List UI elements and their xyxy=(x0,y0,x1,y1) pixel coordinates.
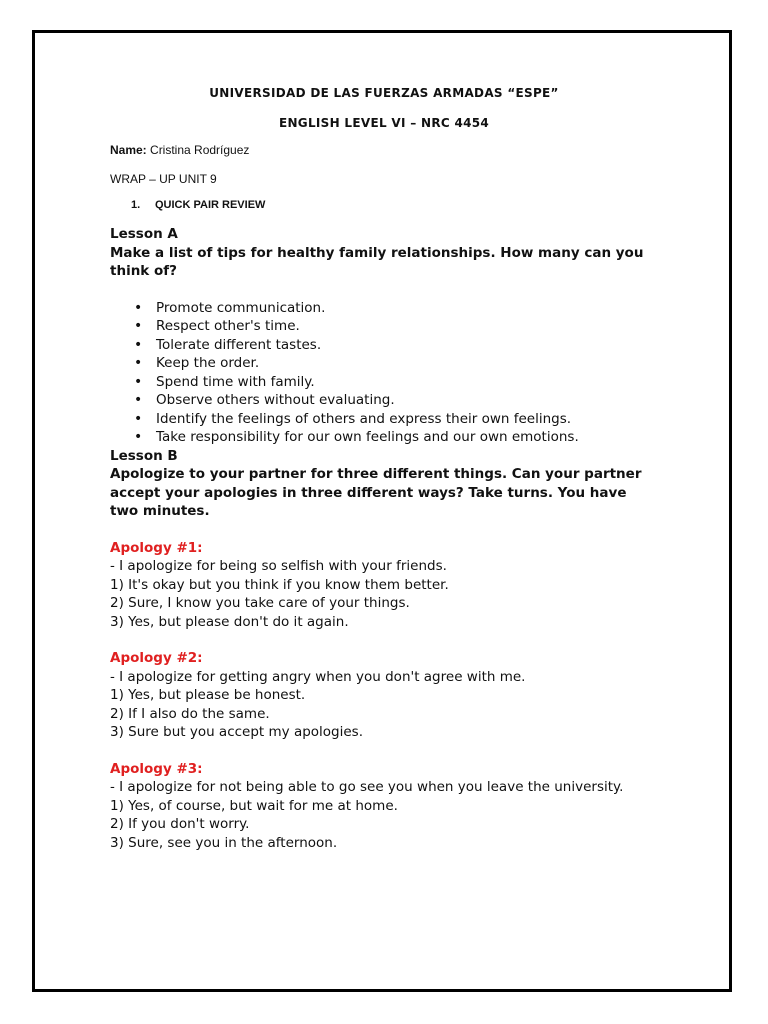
lesson-b-prompt: Apologize to your partner for three different things. Can your partner accept your apologies in three different ways? Take turns. You have two minutes. xyxy=(110,466,642,519)
apology-statement: - I apologize for getting angry when you don't agree with me. xyxy=(110,668,526,685)
apology-heading: Apology #2: xyxy=(110,650,203,666)
apology-heading: Apology #3: xyxy=(110,760,203,777)
name-label: Name: xyxy=(110,143,147,157)
course-title: ENGLISH LEVEL VI – NRC 4454 xyxy=(278,116,490,130)
tips-list xyxy=(110,299,650,447)
unit-label: WRAP – UP UNIT 9 xyxy=(110,172,217,186)
apology-heading: Apology #1: xyxy=(110,539,203,556)
apology-response: 3) Yes, but please don't do it again. xyxy=(110,613,349,630)
list-item: • Identify the feelings of others and express their own feelings. xyxy=(110,410,650,429)
apology-response: 1) Yes, but please be honest. xyxy=(110,687,306,703)
list-item: • Spend time with family. xyxy=(110,373,650,392)
apology-statement: - I apologize for being so selfish with your friends. xyxy=(110,558,447,574)
section-title: QUICK PAIR REVIEW xyxy=(155,199,266,211)
lesson-a-title: Lesson A xyxy=(110,226,178,242)
apology-response: 2) If you don't worry. xyxy=(110,816,250,832)
apology-statement: - I apologize for not being able to go see you when you leave the university. xyxy=(110,779,624,795)
section-number: 1. xyxy=(131,199,141,211)
list-item: • Observe others without evaluating. xyxy=(110,391,650,410)
list-item: • Take responsibility for our own feelings and our own emotions. xyxy=(110,428,650,447)
apology-response: 3) Sure, see you in the afternoon. xyxy=(110,834,338,851)
list-item: • Keep the order. xyxy=(110,354,650,373)
apology-response: 1) Yes, of course, but wait for me at home. xyxy=(110,797,398,814)
name-value: Cristina Rodríguez xyxy=(146,143,250,157)
apology-response: 3) Sure but you accept my apologies. xyxy=(110,724,363,740)
list-item: • Promote communication. xyxy=(110,299,650,318)
list-item: • Tolerate different tastes. xyxy=(110,336,650,355)
lesson-b-title: Lesson B xyxy=(110,447,178,464)
section-heading xyxy=(131,199,265,211)
apology-response: 1) It's okay but you think if you know them better. xyxy=(110,576,449,593)
university-title: UNIVERSIDAD DE LAS FUERZAS ARMADAS “ESPE” xyxy=(209,86,559,100)
lesson-a-prompt: Make a list of tips for healthy family relationships. How many can you think of? xyxy=(110,244,644,279)
list-item: • Respect other's time. xyxy=(110,317,650,336)
main-content xyxy=(110,225,650,852)
apology-response: 2) Sure, I know you take care of your things. xyxy=(110,595,410,611)
student-name xyxy=(110,143,249,157)
apology-response: 2) If I also do the same. xyxy=(110,705,270,722)
